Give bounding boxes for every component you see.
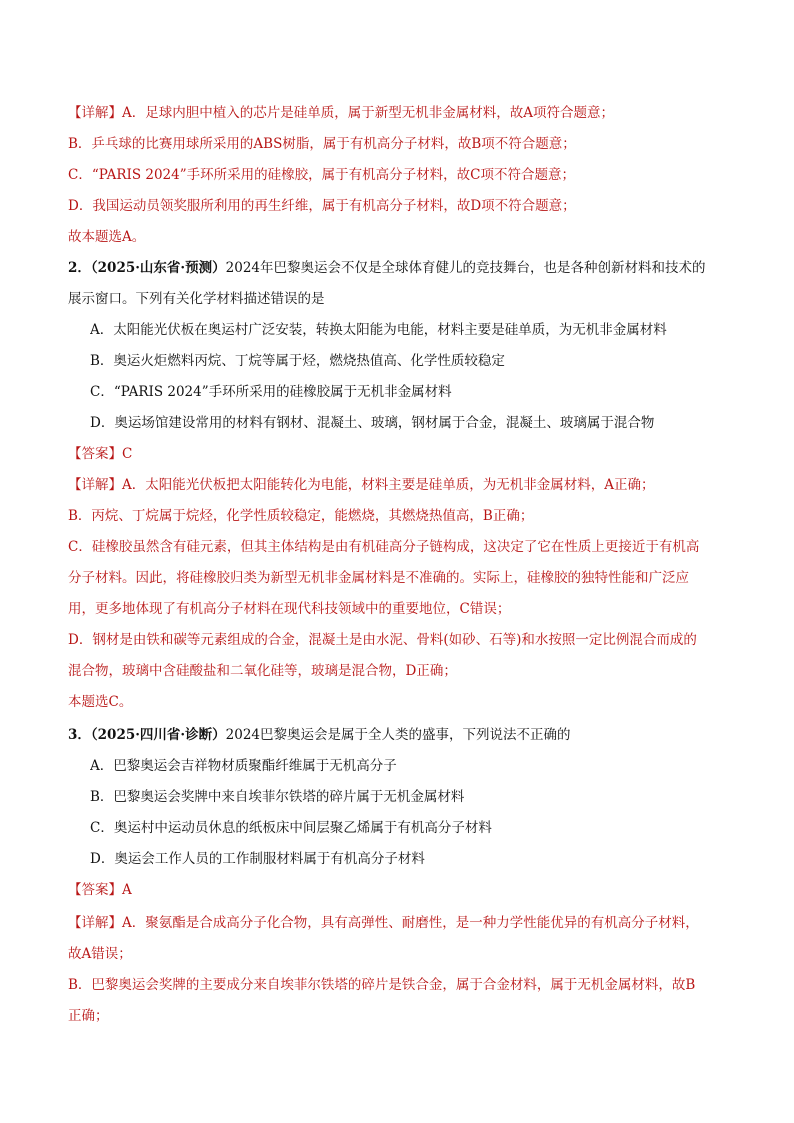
q3-stem xyxy=(68,723,748,747)
q2-number: 2． xyxy=(68,260,91,276)
q2-detail-c2: 分子材料。因此，将硅橡胶归类为新型无机非金属材料是不准确的。实际上，硅橡胶的独特性能和广泛应 xyxy=(68,570,689,586)
q2-detail-d1: D．钢材是由铁和碳等元素组成的合金，混凝土是由水泥、骨料(如砂、石等)和水按照一定比例混合而成的 xyxy=(68,632,697,648)
q3-detail-a2: 故A错误； xyxy=(68,946,132,962)
q2-stem-line2: 展示窗口。下列有关化学材料描述错误的是 xyxy=(68,291,325,307)
q3-detail-a1: 【详解】A．聚氨酯是合成高分子化合物，具有高弹性、耐磨性，是一种力学性能优异的有机高分子材料， xyxy=(68,915,699,931)
q3-option-d: D．奥运会工作人员的工作制服材料属于有机高分子材料 xyxy=(90,851,425,867)
q3-number: 3． xyxy=(68,727,91,743)
q3-option-a: A．巴黎奥运会吉祥物材质聚酯纤维属于无机高分子 xyxy=(90,758,397,774)
q2-stem xyxy=(68,256,748,280)
q2-detail-c3: 用，更多地体现了有机高分子材料在现代科技领域中的重要地位，C错误； xyxy=(68,601,511,617)
q3-detail-b1: B．巴黎奥运会奖牌的主要成分来自埃菲尔铁塔的碎片是铁合金，属于合金材料，属于无机金属材料，故B xyxy=(68,977,696,993)
q1-detail-b: B．乒乓球的比赛用球所采用的ABS树脂，属于有机高分子材料，故B项不符合题意； xyxy=(68,136,576,152)
q2-detail-a: 【详解】A．太阳能光伏板把太阳能转化为电能，材料主要是硅单质，为无机非金属材料，A正确； xyxy=(68,477,655,493)
q2-option-b: B．奥运火炬燃料丙烷、丁烷等属于烃，燃烧热值高、化学性质较稳定 xyxy=(90,353,505,369)
q2-stem-line1: 2024年巴黎奥运会不仅是全球体育健儿的竞技舞台，也是各种创新材料和技术的 xyxy=(225,260,706,276)
q2-option-d: D．奥运场馆建设常用的材料有钢材、混凝土、玻璃，钢材属于合金，混凝土、玻璃属于混合物 xyxy=(90,415,655,431)
q1-detail-a: 【详解】A．足球内胆中植入的芯片是硅单质，属于新型无机非金属材料，故A项符合题意； xyxy=(68,105,614,121)
q3-detail-b2: 正确； xyxy=(68,1008,109,1024)
q1-detail-c: C．“PARIS 2024”手环所采用的硅橡胶，属于有机高分子材料，故C项不符合题意； xyxy=(68,167,575,183)
q3-option-c: C．奥运村中运动员休息的纸板床中间层聚乙烯属于有机高分子材料 xyxy=(90,820,492,836)
q2-conclusion: 本题选C。 xyxy=(68,694,133,710)
q3-answer: 【答案】A xyxy=(68,882,132,898)
q2-option-c: C．“PARIS 2024”手环所采用的硅橡胶属于无机非金属材料 xyxy=(90,384,452,400)
q2-option-a: A．太阳能光伏板在奥运村广泛安装，转换太阳能为电能，材料主要是硅单质，为无机非金属材料 xyxy=(90,322,667,338)
q1-conclusion: 故本题选A。 xyxy=(68,229,146,245)
q2-source: （2025·山东省·预测） xyxy=(90,260,226,276)
q3-stem-text: 2024巴黎奥运会是属于全人类的盛事，下列说法不正确的 xyxy=(225,727,571,743)
q3-source: （2025·四川省·诊断） xyxy=(90,727,226,743)
q2-answer: 【答案】C xyxy=(68,446,133,462)
q2-detail-c1: C．硅橡胶虽然含有硅元素，但其主体结构是由有机硅高分子链构成，这决定了它在性质上更接近于有机高 xyxy=(68,539,700,555)
q1-detail-d: D．我国运动员领奖服所利用的再生纤维，属于有机高分子材料，故D项不符合题意； xyxy=(68,198,576,214)
q3-option-b: B．巴黎奥运会奖牌中来自埃菲尔铁塔的碎片属于无机金属材料 xyxy=(90,789,465,805)
q2-detail-b: B．丙烷、丁烷属于烷烃，化学性质较稳定，能燃烧，其燃烧热值高，B正确； xyxy=(68,508,534,524)
q2-detail-d2: 混合物，玻璃中含硅酸盐和二氧化硅等，玻璃是混合物，D正确； xyxy=(68,663,457,679)
